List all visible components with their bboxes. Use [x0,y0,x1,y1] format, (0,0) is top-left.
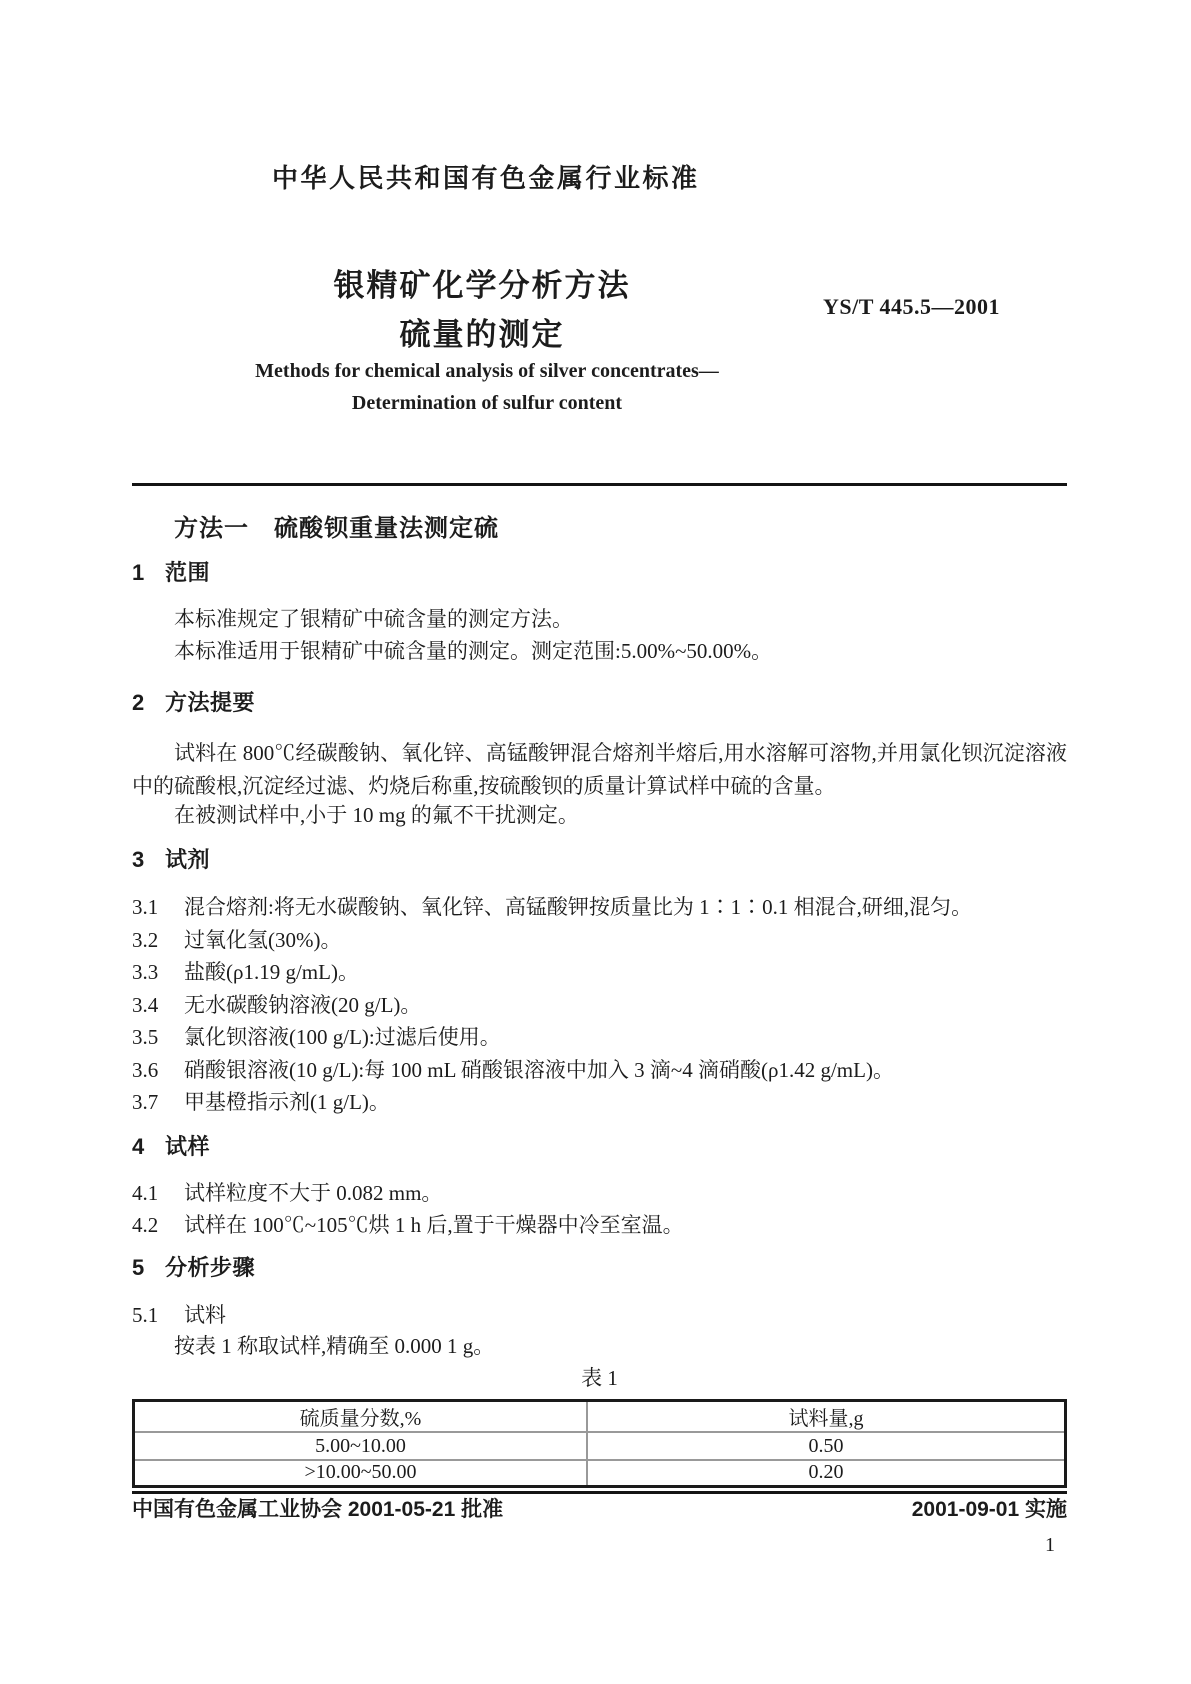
paragraph-fluorine-note: 在被测试样中,小于 10 mg 的氟不干扰测定。 [174,803,579,827]
section-title: 范围 [165,560,211,585]
item-text: 甲基橙指示剂(1 g/L)。 [184,1090,390,1114]
item-number: 3.3 [132,960,159,984]
section-number: 2 [132,690,145,715]
item-text: 试样在 100℃~105℃烘 1 h 后,置于干燥器中冷至室温。 [184,1213,684,1237]
item-text: 过氧化氢(30%)。 [184,928,342,952]
table-header-row [134,1401,1066,1433]
table-header-cell-sample-mass: 试料量,g [587,1401,1066,1433]
reagent-item-3-1 [132,897,972,918]
item-number: 3.2 [132,928,159,952]
table-cell: >10.00~50.00 [134,1460,588,1486]
table-cell: 5.00~10.00 [134,1432,588,1460]
section-title: 分析步骤 [165,1255,256,1280]
sample-item-4-1 [132,1183,442,1204]
method-heading: 方法一 硫酸钡重量法测定硫 [174,515,499,542]
paragraph-sample-weighing: 按表 1 称取试样,精确至 0.000 1 g。 [174,1334,495,1358]
item-number: 5.1 [132,1303,159,1327]
table-row [134,1432,1066,1460]
section-number: 1 [132,560,145,585]
paragraph-summary: 试料在 800℃经碳酸钠、氧化锌、高锰酸钾混合熔剂半熔后,用水溶解可溶物,并用氯化钡沉淀溶液中的硫酸根,沉淀经过滤、灼烧后称重,按硫酸钡的质量计算试样中硫的含量。 [132,741,1067,798]
table-1 [132,1399,1067,1488]
section-number: 3 [132,847,145,872]
item-text: 氯化钡溶液(100 g/L):过滤后使用。 [184,1025,501,1049]
industry-standard-header: 中华人民共和国有色金属行业标准 [272,163,700,193]
item-number: 3.6 [132,1058,159,1082]
subsection-5-1-heading [132,1305,226,1326]
item-number: 3.5 [132,1025,159,1049]
section-3-heading [132,849,210,871]
section-number: 5 [132,1255,145,1280]
section-4-heading [132,1136,210,1158]
table-caption: 表 1 [581,1366,618,1390]
item-number: 4.2 [132,1213,159,1237]
paragraph-scope-2: 本标准适用于银精矿中硫含量的测定。测定范围:5.00%~50.00%。 [174,639,773,663]
sample-item-4-2 [132,1215,684,1236]
item-text: 硝酸银溶液(10 g/L):每 100 mL 硝酸银溶液中加入 3 滴~4 滴硝酸(ρ1.42 g/mL)。 [184,1058,894,1082]
section-1-heading [132,562,210,584]
doc-title-en-line1: Methods for chemical analysis of silver concentrates— [255,360,719,382]
footer-implementation: 2001-09-01 实施 [911,1498,1067,1521]
section-2-heading [132,692,255,714]
reagent-item-3-5 [132,1027,501,1048]
reagent-item-3-2 [132,930,341,951]
table-cell: 0.20 [587,1460,1066,1486]
section-5-heading [132,1257,255,1279]
section-title: 试样 [165,1134,211,1159]
item-text: 混合熔剂:将无水碳酸钠、氧化锌、高锰酸钾按质量比为 1∶1∶0.1 相混合,研细,混匀。 [184,895,973,919]
paragraph-scope-1: 本标准规定了银精矿中硫含量的测定方法。 [174,607,573,631]
doc-title-line2: 硫量的测定 [399,317,565,352]
page-number: 1 [1045,1534,1055,1556]
reagent-item-3-7 [132,1092,390,1113]
section-title: 方法提要 [165,690,256,715]
table-row [134,1460,1066,1486]
item-text: 无水碳酸钠溶液(20 g/L)。 [184,993,422,1017]
section-number: 4 [132,1134,145,1159]
item-number: 3.4 [132,993,159,1017]
doc-title-en [132,355,842,419]
item-number: 3.7 [132,1090,159,1114]
item-number: 4.1 [132,1181,159,1205]
title-divider-rule [132,483,1067,486]
item-text: 试料 [184,1303,226,1327]
table-header-cell-sulfur-fraction: 硫质量分数,% [134,1401,588,1433]
reagent-item-3-6 [132,1060,894,1081]
standard-number: YS/T 445.5—2001 [823,294,1001,319]
item-text: 试样粒度不大于 0.082 mm。 [184,1181,443,1205]
item-number: 3.1 [132,895,159,919]
doc-title-en-line2: Determination of sulfur content [351,392,623,414]
doc-title-cn [132,261,832,359]
section-title: 试剂 [165,847,211,872]
table-cell: 0.50 [587,1432,1066,1460]
footer-approval: 中国有色金属工业协会 2001-05-21 批准 [132,1498,504,1521]
doc-title-line1: 银精矿化学分析方法 [333,268,631,303]
item-text: 盐酸(ρ1.19 g/mL)。 [184,960,359,984]
reagent-item-3-3 [132,962,359,983]
footer-rule [132,1491,1067,1494]
reagent-item-3-4 [132,995,421,1016]
